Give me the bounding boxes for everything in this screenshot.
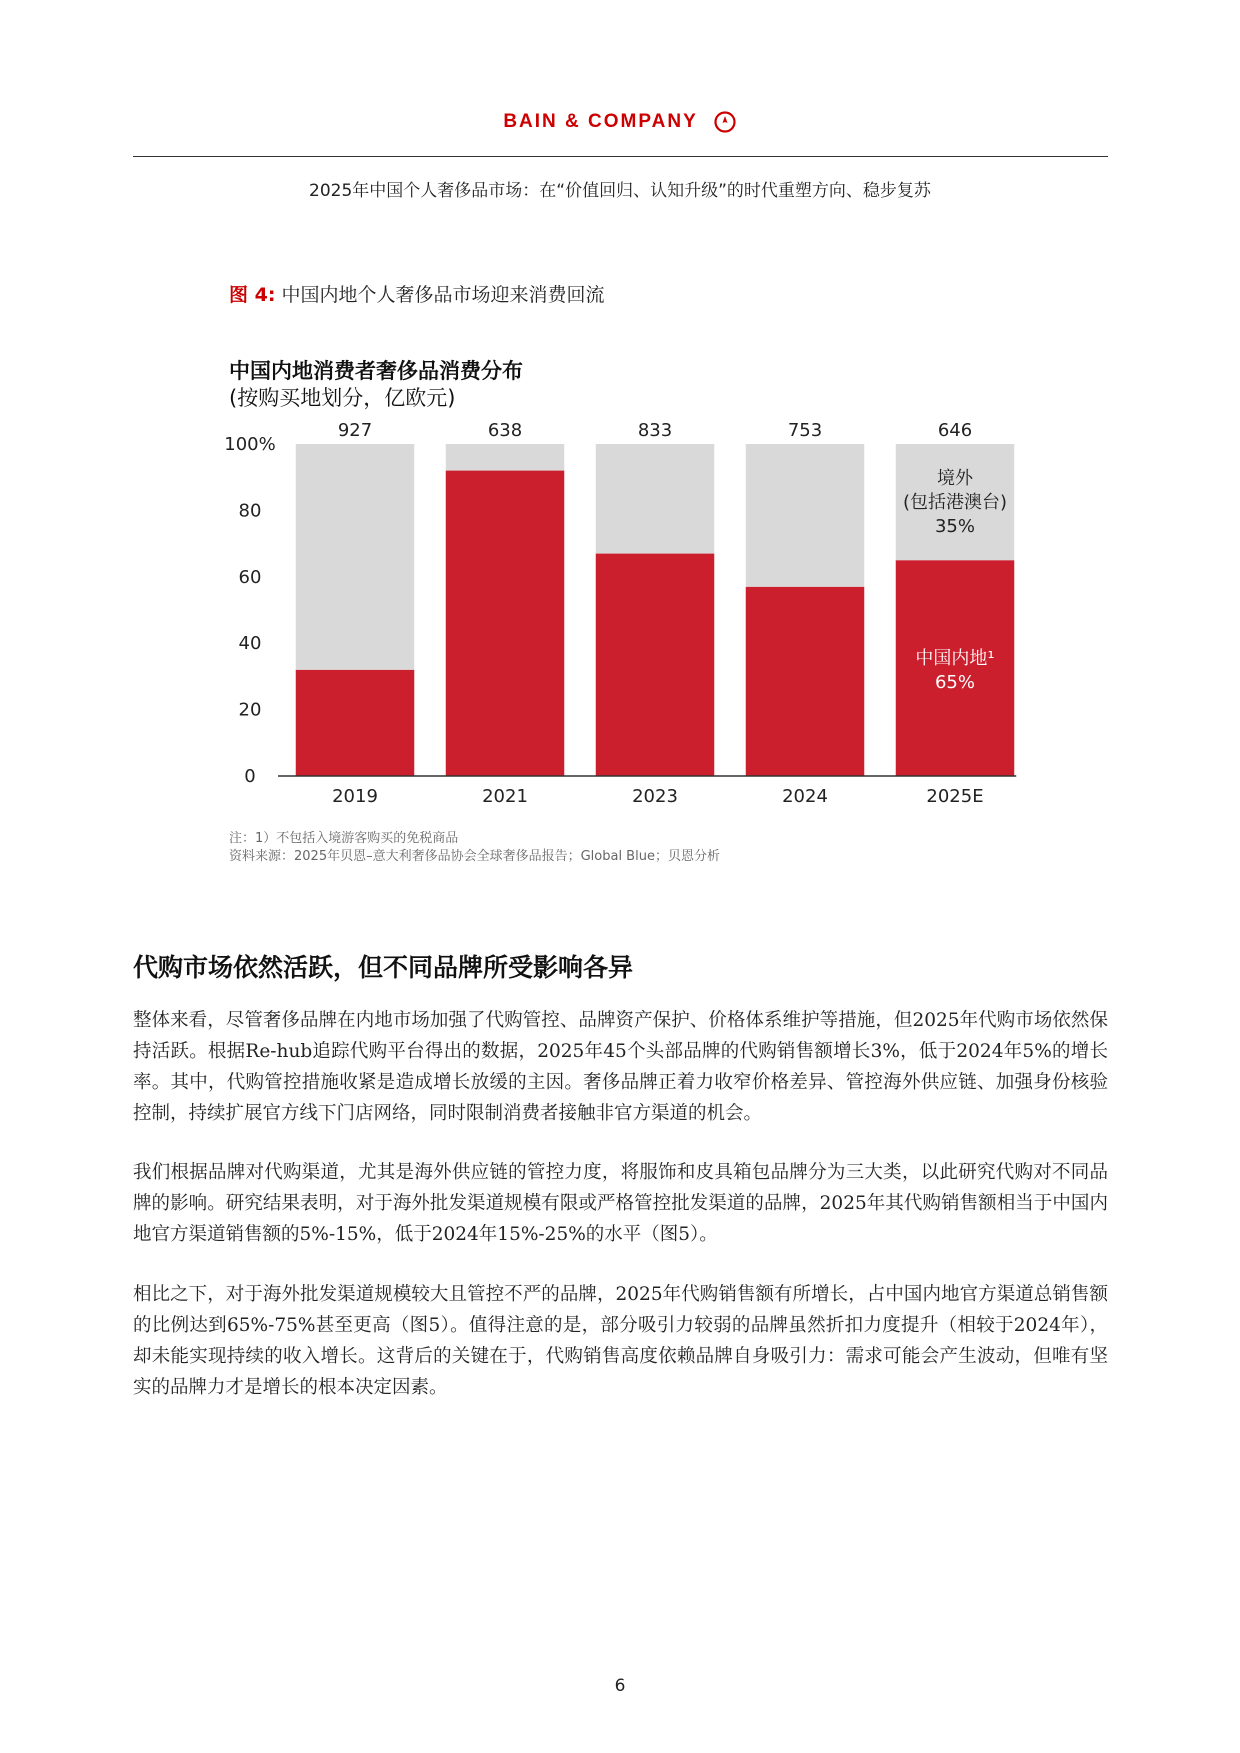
mainland-annotation: 中国内地¹	[915, 648, 995, 670]
bar-total-label: 646	[937, 420, 973, 441]
y-tick-label: 80	[238, 500, 262, 522]
chart-title: 中国内地消费者奢侈品消费分布	[229, 359, 523, 383]
bar-segment-mainland	[296, 670, 415, 776]
bar-total-label: 927	[337, 420, 373, 441]
figure-notes	[229, 830, 720, 866]
body-paragraph: 整体来看，尽管奢侈品牌在内地市场加强了代购管控、品牌资产保护、价格体系维护等措施，但2025年代购市场依然保持活跃。根据Re-hub追踪代购平台得出的数据，2025年45个头部品牌的代购销售额增长3%，低于2024年5%的增长率。其中，代购管控措施收紧是造成增长放缓的主因。奢侈品牌正着力收窄价格差异、管控海外供应链、加强身份核验控制，持续扩展官方线下门店网络，同时限制消费者接触非官方渠道的机会。	[133, 1010, 1108, 1124]
bar-segment-mainland	[446, 471, 565, 776]
figure-caption-text: 中国内地个人奢侈品市场迎来消费回流	[281, 284, 605, 306]
body-paragraph: 我们根据品牌对代购渠道，尤其是海外供应链的管控力度，将服饰和皮具箱包品牌分为三大类，以此研究代购对不同品牌的影响。研究结果表明，对于海外批发渠道规模有限或严格管控批发渠道的品牌，2025年其代购销售额相当于中国内地官方渠道销售额的5%-15%，低于2024年15%-25%的水平（图5）。	[133, 1162, 1108, 1245]
bar-segment-overseas	[746, 444, 865, 587]
bar-total-label: 753	[787, 420, 823, 441]
y-tick-label: 20	[238, 699, 262, 721]
x-tick-label: 2021	[482, 786, 528, 807]
x-tick-label: 2019	[332, 786, 378, 807]
bar-total-label: 833	[637, 420, 673, 441]
bar-segment-mainland	[596, 554, 715, 776]
source-note: 资料来源：2025年贝恩–意大利奢侈品协会全球奢侈品报告；Global Blue；贝恩分析	[229, 849, 720, 864]
bar-total-label: 638	[487, 420, 523, 441]
page-number: 6	[614, 1676, 626, 1696]
bar-segment-mainland	[746, 587, 865, 776]
header-divider	[133, 156, 1108, 157]
bar-segment-overseas	[596, 444, 715, 554]
y-tick-label: 60	[238, 566, 262, 588]
bar-segment-overseas	[296, 444, 415, 670]
x-tick-label: 2025E	[926, 786, 984, 807]
x-tick-label: 2024	[782, 786, 828, 807]
overseas-annotation: 境外	[937, 468, 973, 490]
y-tick-label: 40	[238, 633, 262, 655]
overseas-share-label: 35%	[934, 516, 976, 538]
chart-subtitle: (按购买地划分，亿欧元)	[229, 386, 456, 410]
compass-logo-icon	[713, 110, 737, 134]
figure-caption	[229, 280, 605, 307]
figure-number: 图 4:	[229, 284, 276, 306]
body-paragraph: 相比之下，对于海外批发渠道规模较大且管控不严的品牌，2025年代购销售额有所增长，占中国内地官方渠道总销售额的比例达到65%-75%甚至更高（图5）。值得注意的是，部分吸引力较弱的品牌虽然折扣力度提升（相较于2024年），却未能实现持续的收入增长。这背后的关键在于，代购销售高度依赖品牌自身吸引力：需求可能会产生波动，但唯有坚实的品牌力才是增长的根本决定因素。	[133, 1284, 1108, 1398]
mainland-share-label: 65%	[934, 672, 976, 694]
y-tick-label: 0	[244, 766, 256, 787]
running-title: 2025年中国个人奢侈品市场：在“价值回归、认知升级”的时代重塑方向、稳步复苏	[309, 181, 931, 201]
section-heading: 代购市场依然活跃，但不同品牌所受影响各异	[133, 953, 634, 982]
brand-logo	[0, 108, 1240, 136]
stacked-bar-chart	[210, 410, 1050, 810]
brand-logo-text: BAIN & COMPANY	[503, 111, 698, 132]
bar-segment-overseas	[446, 444, 565, 471]
overseas-annotation: (包括港澳台)	[902, 492, 1008, 514]
footnote: 注：1）不包括入境游客购买的免税商品	[229, 831, 459, 846]
x-tick-label: 2023	[632, 786, 678, 807]
y-tick-label: 100%	[224, 434, 276, 455]
